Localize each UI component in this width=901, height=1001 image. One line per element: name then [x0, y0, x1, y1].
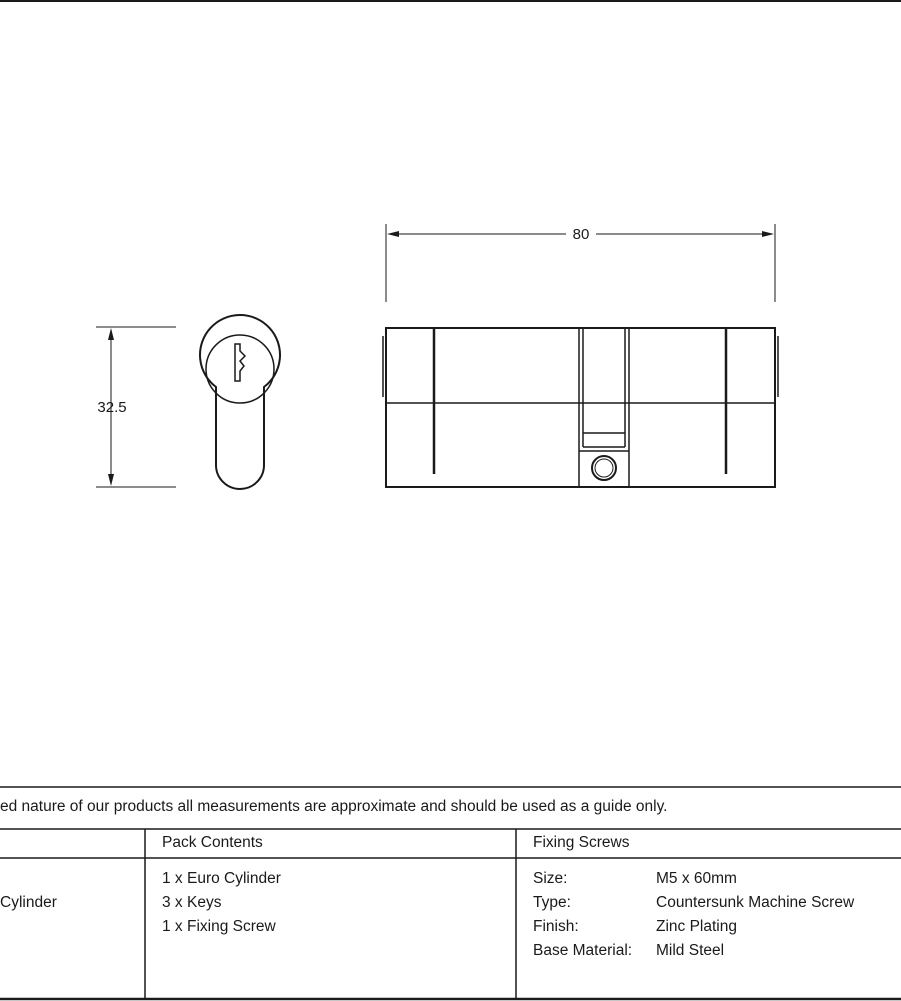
- screw-type-label: Type:: [533, 894, 571, 911]
- fixing-hole-inner: [595, 459, 613, 477]
- height-arrow-top: [108, 328, 114, 340]
- height-arrow-bottom: [108, 474, 114, 486]
- profile-outline: [200, 315, 280, 489]
- pack-contents-header: Pack Contents: [162, 834, 263, 851]
- screw-size-label: Size:: [533, 870, 568, 887]
- screw-finish-label: Finish:: [533, 918, 579, 935]
- width-dimension-label: 80: [572, 226, 590, 243]
- pack-item: 1 x Fixing Screw: [162, 918, 276, 935]
- screw-material-label: Base Material:: [533, 942, 633, 959]
- pack-item: 1 x Euro Cylinder: [162, 870, 281, 887]
- height-dimension-label: 32.5: [97, 399, 127, 416]
- product-name: Cylinder: [0, 894, 57, 911]
- screw-material-value: Mild Steel: [656, 942, 725, 959]
- cylinder-front-view: [200, 315, 280, 489]
- fixing-screws-header: Fixing Screws: [533, 834, 630, 851]
- fixing-hole-icon: [592, 456, 616, 480]
- screw-type-value: Countersunk Machine Screw: [656, 894, 855, 911]
- pack-item: 3 x Keys: [162, 894, 222, 911]
- screw-finish-value: Zinc Plating: [656, 918, 737, 935]
- width-arrow-left: [387, 231, 399, 237]
- width-arrow-right: [762, 231, 774, 237]
- screw-size-value: M5 x 60mm: [656, 870, 737, 887]
- disclaimer-text: ed nature of our products all measurements are approximate and should be used as a guide only.: [0, 798, 668, 815]
- cylinder-side-view: [383, 328, 778, 487]
- side-body-outline: [386, 328, 775, 487]
